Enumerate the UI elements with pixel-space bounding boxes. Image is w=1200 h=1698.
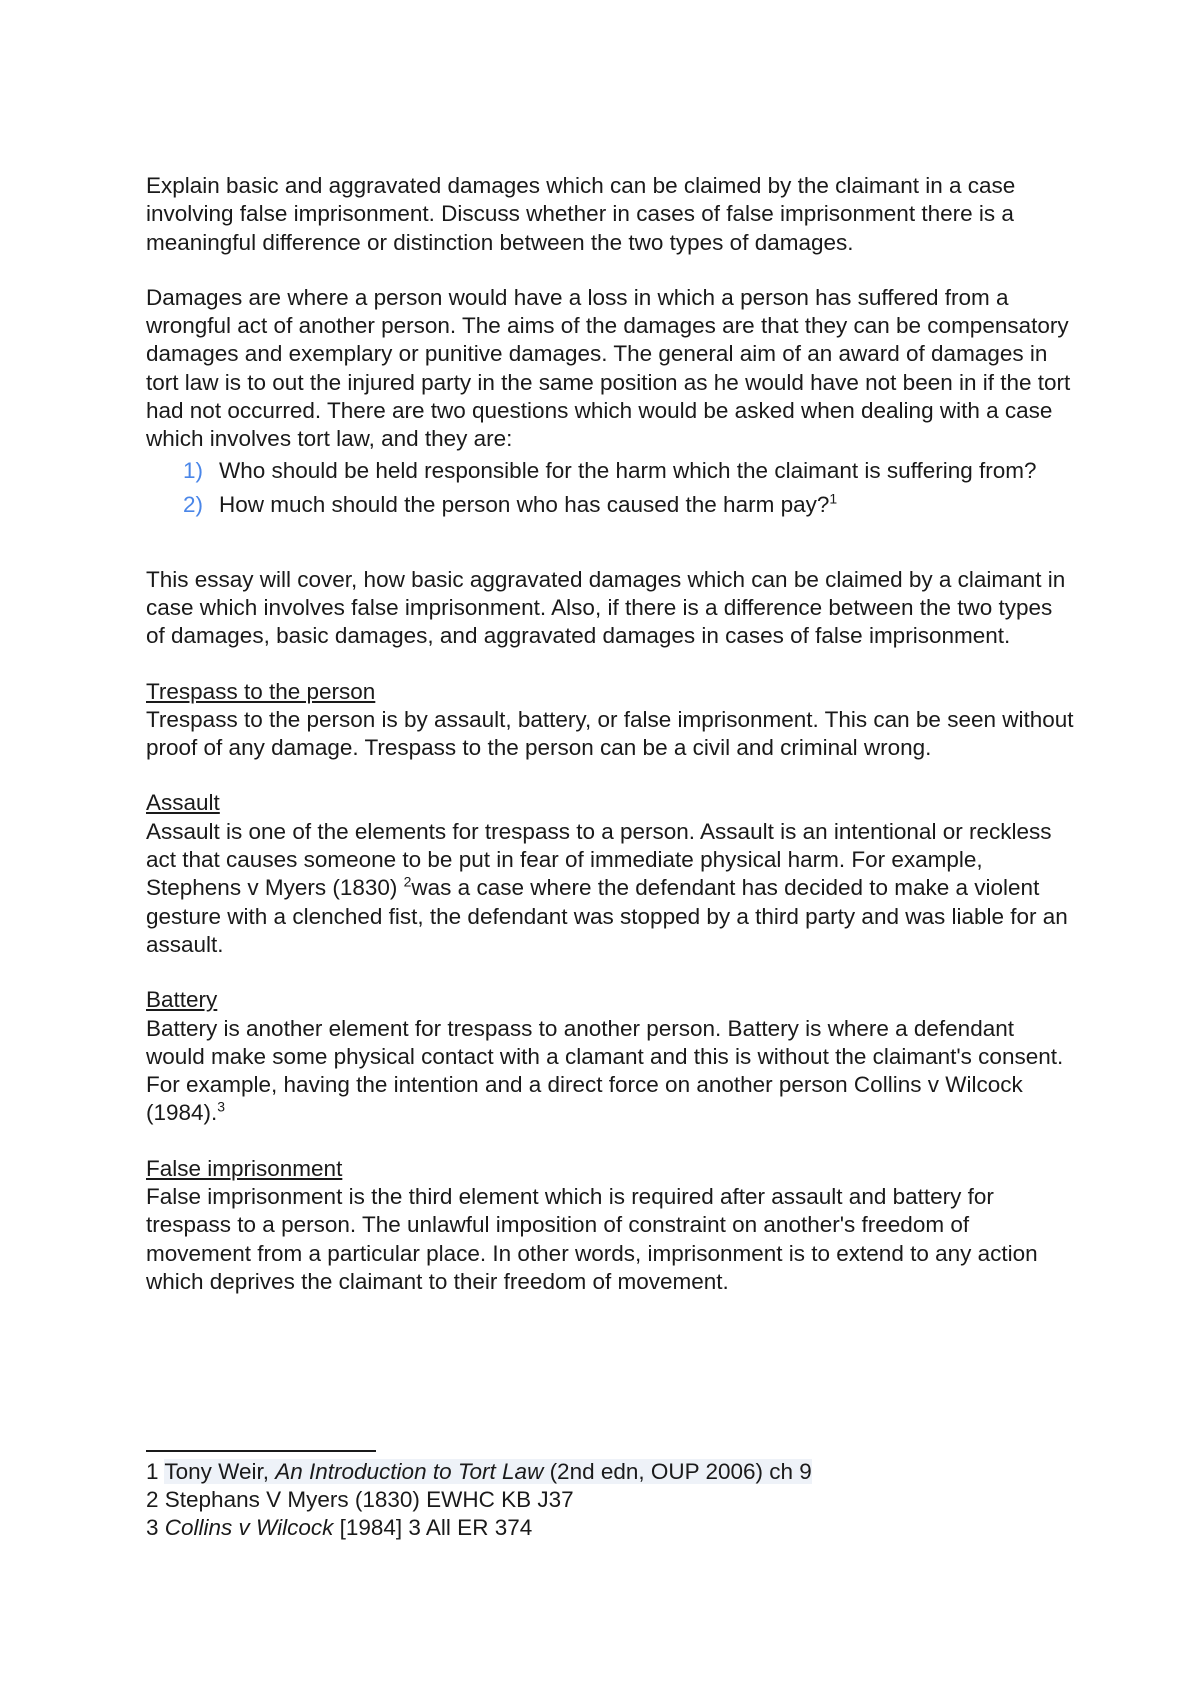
footnote-text <box>164 1459 811 1484</box>
footnote-author: Tony Weir, <box>164 1459 276 1484</box>
question-list <box>146 454 1076 522</box>
document-body <box>146 172 1076 1296</box>
footnote-rest: [1984] 3 All ER 374 <box>333 1515 533 1540</box>
footnote-ref[interactable]: 2 <box>403 873 412 890</box>
battery-paragraph <box>146 1015 1076 1128</box>
footnote-1 <box>146 1458 812 1486</box>
assault-text-a: Assault is one of the elements for trespass to a person. Assault is an intentional or reckless act that causes someone to be put in fear of immediate physical harm. For example, Stephens v Myers (1830) <box>146 818 1052 901</box>
footnote-separator <box>146 1450 376 1452</box>
assault-text-b: was a case where the defendant has decided to make a violent gesture with a clenched fist, the defendant was stopped by a third party and was liable for an assault. <box>146 875 1068 957</box>
footnote-2: 2 Stephans V Myers (1830) EWHC KB J37 <box>146 1487 574 1512</box>
list-item-text: How much should the person who has caused the harm pay? <box>219 491 830 517</box>
heading-trespass: Trespass to the person <box>146 678 376 704</box>
heading-false-imprisonment: False imprisonment <box>146 1155 343 1181</box>
list-item <box>146 454 1076 488</box>
list-number: 1) <box>183 457 204 483</box>
essay-question: Explain basic and aggravated damages which can be claimed by the claimant in a case involving false imprisonment. Discuss whether in cases of false imprisonment there is a meaningful difference or distinction between the two types of damages. <box>146 173 1016 255</box>
false-imprisonment-paragraph: False imprisonment is the third element which is required after assault and battery for trespass to a person. The unlawful imposition of constraint on another's freedom of movement from a particular place. In other words, imprisonment is to extend to any action which deprives the claimant to their freedom of movement. <box>146 1184 1038 1294</box>
footnote-title: Collins v Wilcock <box>164 1515 334 1540</box>
footnote-title: An Introduction to Tort Law <box>275 1459 544 1484</box>
heading-battery: Battery <box>146 987 218 1013</box>
footnote-ref[interactable]: 3 <box>217 1098 226 1115</box>
trespass-paragraph: Trespass to the person is by assault, battery, or false imprisonment. This can be seen without proof of any damage. Trespass to the person can be a civil and criminal wrong. <box>146 706 1074 761</box>
scope-paragraph: This essay will cover, how basic aggravated damages which can be claimed by a claimant in case which involves false imprisonment. Also, if there is a difference between the two types of damages, basic damages, and aggravated damages in cases of false imprisonment. <box>146 566 1066 649</box>
footnote-ref[interactable]: 1 <box>829 490 838 507</box>
intro-paragraph: Damages are where a person would have a loss in which a person has suffered from a wrongful act of another person. The aims of the damages are that they can be compensatory damages and exemplary or punitive damages. The general aim of an award of damages in tort law is to out the injured party in the same position as he would have not been in if the tort had not occurred. There are two questions which would be asked when dealing with a case which involves tort law, and they are: <box>146 284 1071 452</box>
list-number: 2) <box>183 491 204 517</box>
footnote-rest: (2nd edn, OUP 2006) ch 9 <box>543 1459 812 1484</box>
footnote-number: 3 <box>146 1515 165 1540</box>
assault-paragraph <box>146 818 1076 959</box>
list-item <box>146 488 1076 522</box>
list-item-text: Who should be held responsible for the harm which the claimant is suffering from? <box>219 457 1037 483</box>
footnote-3 <box>146 1514 812 1542</box>
heading-assault: Assault <box>146 790 220 816</box>
battery-text: Battery is another element for trespass to another person. Battery is where a defendant would make some physical contact with a clamant and this is without the claimant's consent. For example, having the intention and a direct force on another person Collins v Wilcock (1984). <box>146 1015 1064 1126</box>
footnotes <box>146 1458 812 1542</box>
footnote-number: 1 <box>146 1459 165 1484</box>
